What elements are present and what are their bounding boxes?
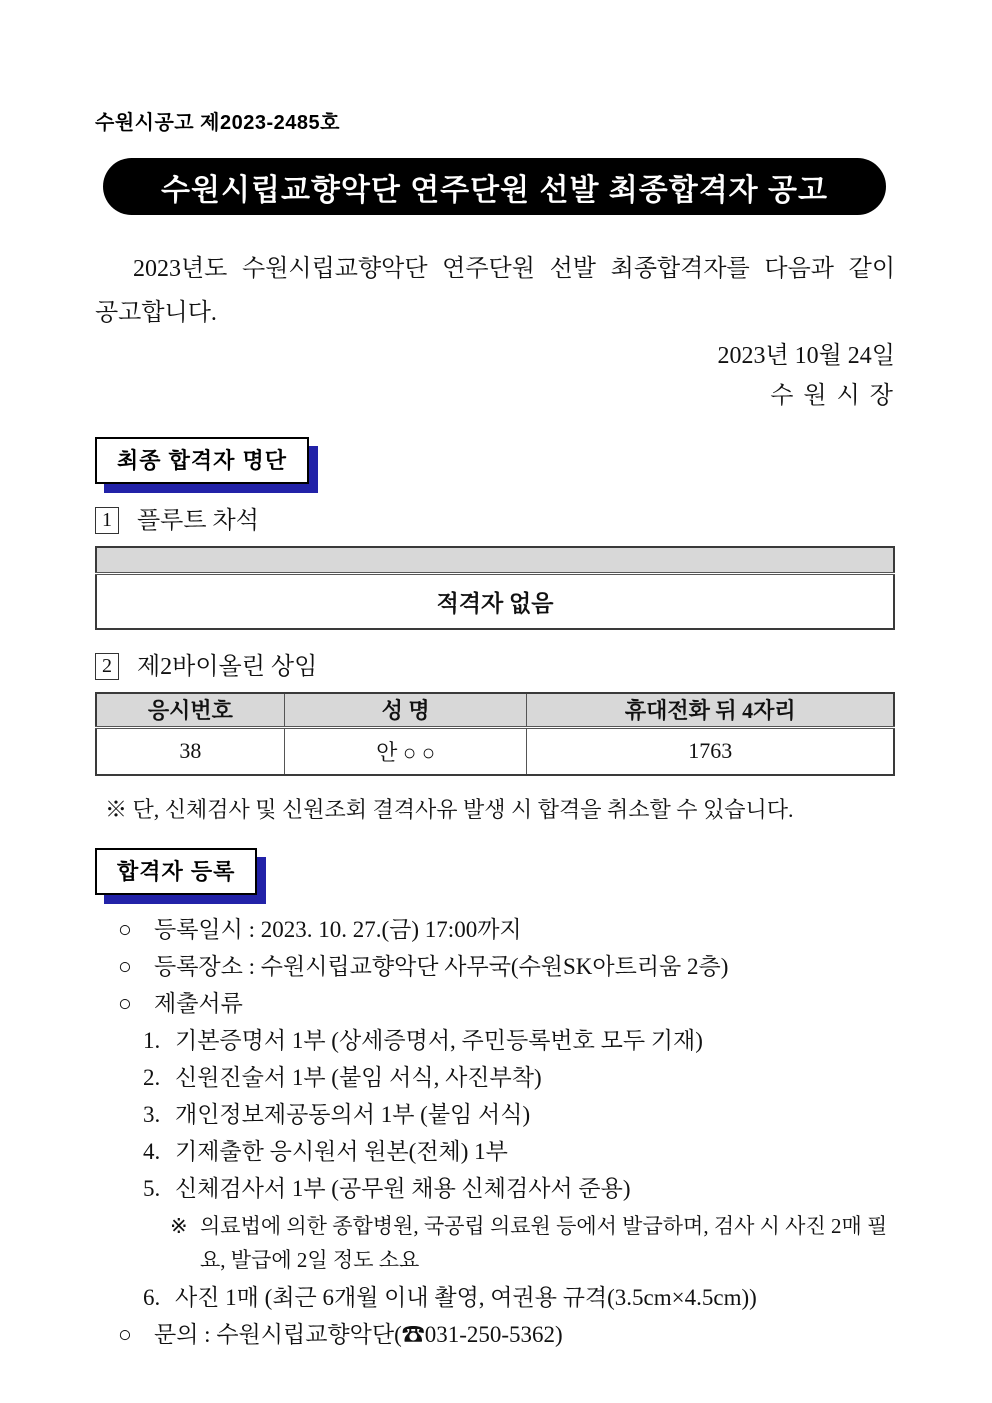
col-header-phone-last4: 휴대전화 뒤 4자리 (527, 693, 894, 727)
signer-mayor: 수 원 시 장 (770, 383, 895, 409)
position-label: 플루트 차석 (137, 508, 259, 534)
position-label: 제2바이올린 상임 (137, 654, 318, 680)
circle-bullet-icon: ○ (118, 1322, 132, 1347)
table-header-row (96, 693, 894, 727)
circle-bullet-icon: ○ (118, 954, 132, 979)
list-item-registration-place: ○ 등록장소 : 수원시립교향악단 사무국(수원SK아트리움 2층) (95, 948, 895, 985)
item-number: 3. (143, 1102, 161, 1127)
flute-result-table (95, 546, 895, 630)
violin-result-table (95, 692, 895, 776)
intro-paragraph-line1: 2023년도 수원시립교향악단 연주단원 선발 최종합격자를 다음과 같이 (133, 256, 895, 282)
registration-list (95, 911, 895, 1353)
section-title: 합격자 등록 (117, 859, 236, 884)
list-item-contact: ○ 문의 : 수원시립교향악단(☎031-250-5362) (95, 1316, 895, 1353)
list-item-doc-5: 5. 신체검사서 1부 (공무원 채용 신체검사서 준용) (95, 1170, 895, 1207)
no-candidate-cell: 적격자 없음 (96, 573, 894, 629)
circle-bullet-icon: ○ (118, 991, 132, 1016)
list-item-doc-4: 4. 기제출한 응시원서 원본(전체) 1부 (95, 1133, 895, 1170)
medical-exam-subnote: ※ 의료법에 의한 종합병원, 국공립 의료원 등에서 발급하며, 검사 시 사진 2매 필요, 발급에 2일 정도 소요 (95, 1209, 895, 1277)
item-number: 6. (143, 1285, 161, 1310)
item-number: 1. (143, 1028, 161, 1053)
table-row (96, 727, 894, 775)
circle-bullet-icon: ○ (118, 917, 132, 942)
notice-number: 수원시공고 제2023-2485호 (95, 112, 340, 134)
intro-paragraph-line2: 공고합니다. (95, 300, 217, 326)
list-item-documents: ○ 제출서류 (95, 985, 895, 1022)
list-item-doc-1: 1. 기본증명서 1부 (상세증명서, 주민등록번호 모두 기재) (95, 1022, 895, 1059)
item-number: 4. (143, 1139, 161, 1164)
disqualification-note: ※ 단, 신체검사 및 신원조회 결격사유 발생 시 합격을 취소할 수 있습니다. (105, 797, 794, 822)
section-title: 최종 합격자 명단 (117, 448, 287, 473)
table-row (96, 573, 894, 629)
list-item-doc-2: 2. 신원진술서 1부 (붙임 서식, 사진부착) (95, 1059, 895, 1096)
item-number: 2. (143, 1065, 161, 1090)
section-header-registration (95, 848, 257, 895)
empty-header-cell (96, 547, 894, 573)
boxed-number-icon: 2 (95, 653, 119, 680)
boxed-number-icon: 1 (95, 507, 119, 534)
item-number: 5. (143, 1176, 161, 1201)
title-banner (103, 158, 886, 215)
col-header-applicant-number: 응시번호 (96, 693, 284, 727)
table-header-row (96, 547, 894, 573)
applicant-name-cell: 안 ○ ○ (284, 727, 527, 775)
applicant-number-cell: 38 (96, 727, 284, 775)
list-item-doc-6: 6. 사진 1매 (최근 6개월 이내 촬영, 여권용 규격(3.5cm×4.5cm)) (95, 1279, 895, 1316)
phone-last4-cell: 1763 (527, 727, 894, 775)
section-header-final-list (95, 437, 309, 484)
col-header-name: 성 명 (284, 693, 527, 727)
page-title: 수원시립교향악단 연주단원 선발 최종합격자 공고 (161, 173, 828, 207)
list-item-doc-3: 3. 개인정보제공동의서 1부 (붙임 서식) (95, 1096, 895, 1133)
reference-mark-icon: ※ (170, 1214, 188, 1238)
announcement-date: 2023년 10월 24일 (717, 343, 895, 369)
position-item-1 (95, 506, 895, 536)
position-item-2 (95, 652, 895, 682)
list-item-registration-date: ○ 등록일시 : 2023. 10. 27.(금) 17:00까지 (95, 911, 895, 948)
